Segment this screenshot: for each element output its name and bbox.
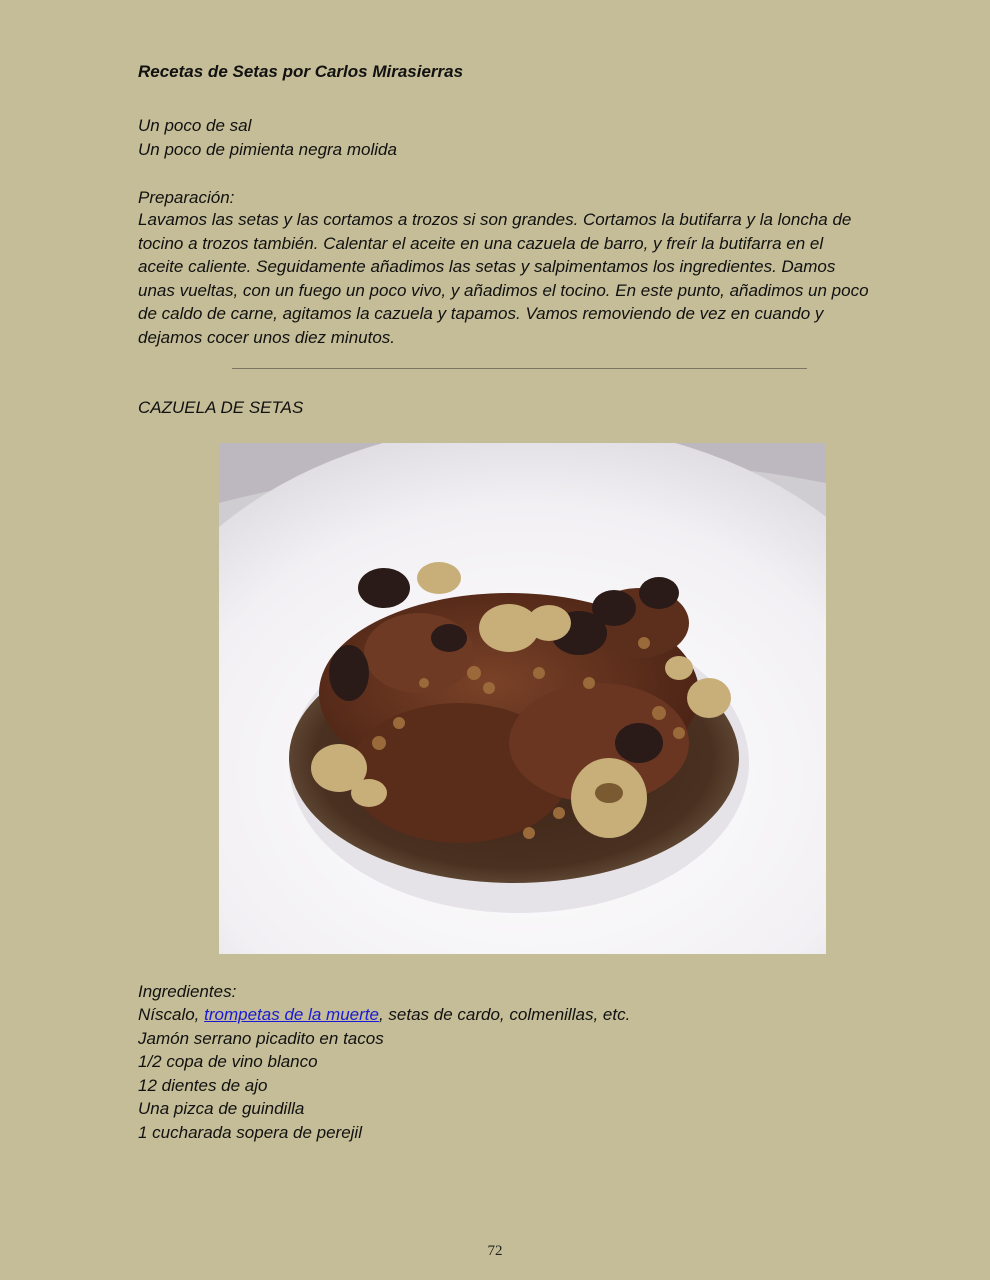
ingredient-line: Un poco de sal <box>138 116 252 135</box>
ingredient-line: Un poco de pimienta negra molida <box>138 139 397 159</box>
trompetas-link[interactable]: trompetas de la muerte <box>204 1005 379 1024</box>
ingredient-line: 1 cucharada sopera de perejil <box>138 1122 362 1142</box>
page-number: 72 <box>487 1243 503 1259</box>
ingredient-line: Jamón serrano picadito en tacos <box>138 1028 384 1048</box>
ingredient-suffix: , setas de cardo, colmenillas, etc. <box>378 1005 631 1024</box>
page-header: Recetas de Setas por Carlos Mirasierras <box>138 62 464 81</box>
ingredient-line: Una pizca de guindilla <box>138 1099 305 1119</box>
preparation-heading: Preparación: <box>138 188 235 207</box>
ingredients-heading: Ingredientes: <box>138 982 237 1001</box>
ingredient-line: 12 dientes de ajo <box>138 1075 268 1095</box>
preparation-text <box>138 208 869 350</box>
top-ingredient-list <box>138 114 397 161</box>
recipe-title: CAZUELA DE SETAS <box>138 398 304 417</box>
ingredient-prefix: Níscalo, <box>138 1005 205 1024</box>
preparation-line: tocino a trozos también. Calentar el aceite en una cazuela de barro, y freír la butifarra en el <box>138 233 824 253</box>
preparation-line: Lavamos las setas y las cortamos a trozos si son grandes. Cortamos la butifarra y la loncha de <box>138 210 852 229</box>
preparation-line: de caldo de carne, agitamos la cazuela y tapamos. Vamos removiendo de vez en cuando y <box>138 304 824 324</box>
section-divider <box>232 368 807 369</box>
ingredient-list <box>138 1003 630 1145</box>
dish-photo-illustration <box>219 443 826 954</box>
dish-photo <box>219 443 826 954</box>
ingredient-line: 1/2 copa de vino blanco <box>138 1052 318 1072</box>
preparation-line: unas vueltas, con un fuego un poco vivo, y añadimos el tocino. En este punto, añadimos un poco <box>138 280 869 300</box>
ingredient-line <box>138 1003 630 1027</box>
preparation-line: dejamos cocer unos diez minutos. <box>138 327 396 347</box>
preparation-line: aceite caliente. Seguidamente añadimos las setas y salpimentamos los ingredientes. Damos <box>138 257 836 277</box>
